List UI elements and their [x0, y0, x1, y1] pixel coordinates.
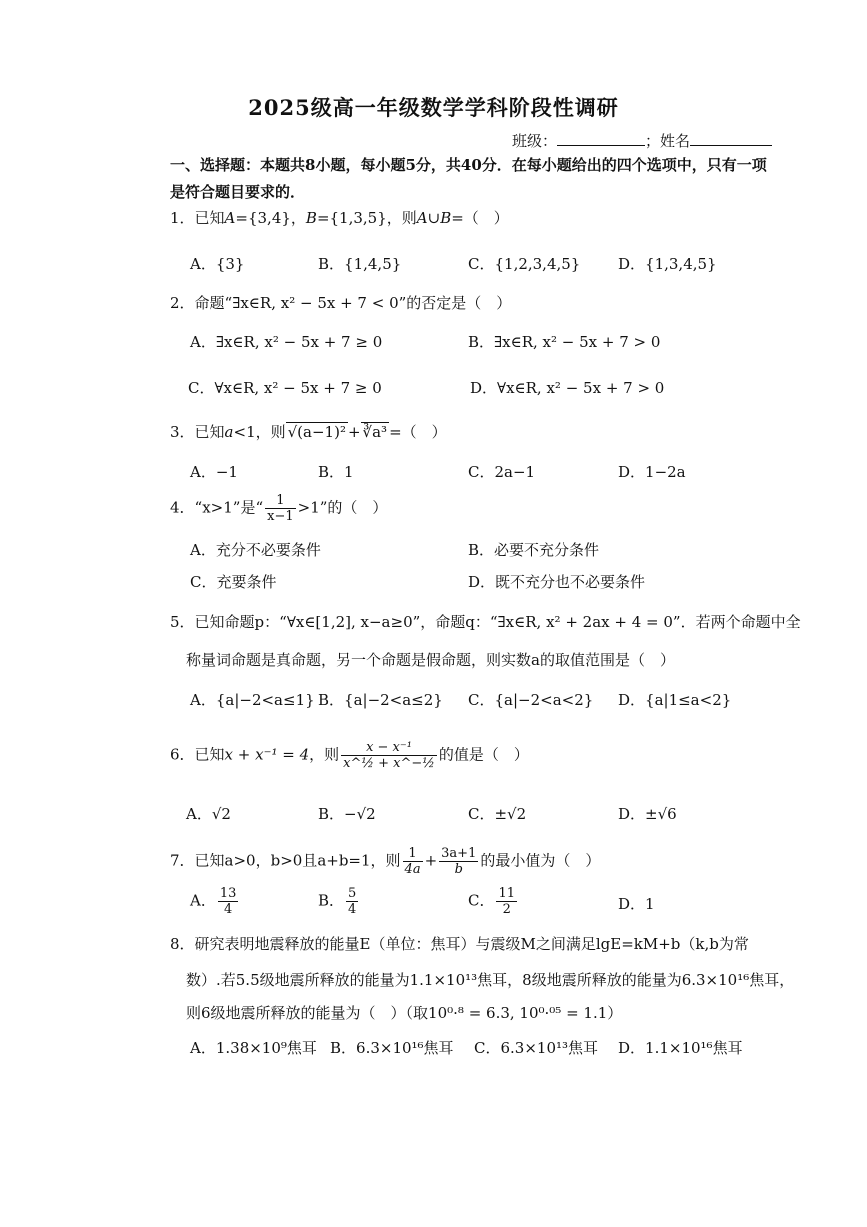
q1-option-a[interactable]: A．{3} — [190, 255, 245, 273]
class-label: 班级： — [512, 132, 558, 150]
q6-condition: x + x⁻¹ = 4 — [224, 745, 310, 764]
q7-option-c[interactable] — [468, 886, 519, 917]
q3-option-b[interactable]: B．1 — [318, 463, 354, 481]
q7-a-num: 13 — [219, 886, 237, 901]
name-label: ；姓名 — [645, 132, 691, 150]
q2-option-d[interactable]: D．∀x∈R, x² − 5x + 7 > 0 — [470, 379, 665, 397]
q7-frac2-den: b — [454, 862, 463, 877]
q6-fraction — [341, 740, 437, 771]
q8-option-c[interactable]: C．6.3×10¹³焦耳 — [474, 1039, 599, 1057]
q4-numerator: 1 — [265, 493, 296, 509]
q1-union: ∪ — [427, 209, 441, 227]
q7-fraction-1 — [403, 846, 423, 877]
q7-option-d[interactable]: D．1 — [618, 895, 655, 913]
q7-frac1-den: 4a — [404, 862, 421, 877]
question-2-stem: 2．命题“∃x∈R, x² − 5x + 7 < 0”的否定是（ ） — [170, 294, 512, 312]
q7-b-den: 4 — [348, 902, 357, 917]
q1-option-d[interactable]: D．{1,3,4,5} — [618, 255, 717, 273]
q3-var-a: a — [224, 423, 234, 441]
q1-text: =（ ） — [451, 209, 509, 227]
q7-frac1-num: 1 — [403, 846, 423, 862]
q4-text: >1”的（ ） — [297, 498, 388, 517]
q2-option-b[interactable]: B．∃x∈R, x² − 5x + 7 > 0 — [468, 333, 661, 351]
q3-text: <1，则 — [233, 423, 286, 441]
q7-option-b[interactable] — [318, 886, 360, 917]
q1-text: ={1,3,5}，则 — [316, 209, 417, 227]
question-4-stem — [170, 493, 387, 524]
q6-text: 的值是（ ） — [438, 745, 529, 764]
question-5-stem-line2: 称量词命题是真命题，另一个命题是假命题，则实数a的取值范围是（ ） — [186, 651, 675, 669]
q7-frac2-num: 3a+1 — [441, 846, 477, 861]
q7-text: 的最小值为（ ） — [480, 851, 601, 870]
q4-option-c[interactable]: C．充要条件 — [190, 573, 277, 591]
q1-var-b: B — [305, 209, 317, 227]
q2-option-c[interactable]: C．∀x∈R, x² − 5x + 7 ≥ 0 — [188, 379, 382, 397]
q3-text: 3．已知 — [170, 423, 225, 441]
class-blank — [557, 131, 645, 146]
q1-text: 1．已知 — [170, 209, 225, 227]
question-8-stem-line3: 则6级地震所释放的能量为（ ）（取10⁰·⁸ = 6.3, 10⁰·⁰⁵ = 1.1） — [186, 1004, 623, 1022]
q7-fraction-2 — [439, 846, 478, 877]
q7-b-num: 5 — [348, 886, 357, 901]
q6-option-a[interactable]: A．√2 — [186, 805, 231, 823]
q4-option-a[interactable]: A．充分不必要条件 — [190, 541, 321, 559]
question-6-stem — [170, 740, 529, 771]
q6-option-d[interactable]: D．±√6 — [618, 805, 677, 823]
q6-text: ，则 — [309, 745, 340, 764]
q5-option-d[interactable]: D．{a|1≤a<2} — [618, 691, 732, 709]
q4-fraction — [265, 493, 296, 524]
q8-option-a[interactable]: A．1.38×10⁹焦耳 — [190, 1039, 317, 1057]
q1-var-b: B — [440, 209, 452, 227]
q3-option-c[interactable]: C．2a−1 — [468, 463, 536, 481]
question-3-stem — [170, 421, 447, 442]
q7-c-den: 2 — [502, 902, 511, 917]
q7-text: 7．已知a>0，b>0且a+b=1，则 — [170, 851, 401, 870]
q7-b-label: B． — [318, 891, 345, 910]
question-7-stem — [170, 846, 600, 877]
question-8-stem-line2: 数）.若5.5级地震所释放的能量为1.1×10¹³焦耳，8级地震所释放的能量为6.3×10¹⁶焦耳， — [186, 971, 795, 989]
q7-option-a[interactable] — [190, 886, 240, 917]
q6-option-b[interactable]: B．−√2 — [318, 805, 376, 823]
q6-option-c[interactable]: C．±√2 — [468, 805, 527, 823]
q4-denominator: x−1 — [267, 509, 294, 524]
q1-text: ={3,4}， — [235, 209, 306, 227]
class-name-fields — [512, 130, 772, 151]
question-5-stem-line1: 5．已知命题p：“∀x∈[1,2], x−a≥0”，命题q：“∃x∈R, x² + 2ax + 4 = 0”．若两个命题中全 — [170, 613, 801, 631]
q7-c-label: C． — [468, 891, 495, 910]
q7-a-fraction — [218, 886, 239, 917]
q1-option-c[interactable]: C．{1,2,3,4,5} — [468, 255, 581, 273]
q3-text: =（ ） — [389, 423, 447, 441]
q1-var-a: A — [416, 209, 428, 227]
name-blank — [690, 131, 772, 146]
q8-option-d[interactable]: D．1.1×10¹⁶焦耳 — [618, 1039, 743, 1057]
q3-plus: + — [347, 423, 361, 441]
q3-option-d[interactable]: D．1−2a — [618, 463, 686, 481]
q5-option-c[interactable]: C．{a|−2<a<2} — [468, 691, 594, 709]
q6-text: 6．已知 — [170, 745, 225, 764]
q3-cbrt-term: ∛a³ — [362, 423, 388, 441]
q7-a-den: 4 — [223, 902, 233, 917]
q7-plus: + — [424, 851, 438, 870]
q2-option-a[interactable]: A．∃x∈R, x² − 5x + 7 ≥ 0 — [190, 333, 383, 351]
q1-option-b[interactable]: B．{1,4,5} — [318, 255, 402, 273]
q5-option-b[interactable]: B．{a|−2<a≤2} — [318, 691, 443, 709]
q8-option-b[interactable]: B．6.3×10¹⁶焦耳 — [330, 1039, 454, 1057]
q4-option-d[interactable]: D．既不充分也不必要条件 — [468, 573, 646, 591]
question-1-stem — [170, 207, 509, 228]
q7-b-fraction — [346, 886, 358, 917]
q1-var-a: A — [224, 209, 236, 227]
q4-text: 4．“x>1”是“ — [170, 498, 264, 517]
section-heading: 一、选择题：本题共8小题，每小题5分，共40分．在每小题给出的四个选项中，只有一项是符合题目要求的． — [170, 156, 767, 201]
q5-option-a[interactable]: A．{a|−2<a≤1} — [190, 691, 315, 709]
q3-sqrt-term: √(a−1)² — [287, 423, 346, 441]
q7-c-fraction — [496, 886, 517, 917]
q6-numerator: x − x⁻¹ — [341, 740, 437, 756]
q4-option-b[interactable]: B．必要不充分条件 — [468, 541, 600, 559]
q7-c-num: 11 — [498, 886, 516, 901]
q6-denominator: x^½ + x^−½ — [343, 756, 435, 771]
page-title: 2025级高一年级数学学科阶段性调研 — [248, 95, 619, 120]
q3-option-a[interactable]: A．−1 — [190, 463, 238, 481]
question-8-stem-line1: 8．研究表明地震释放的能量E（单位：焦耳）与震级M之间满足lgE=kM+b（k,b为常 — [170, 935, 749, 953]
q7-a-label: A． — [190, 891, 216, 910]
